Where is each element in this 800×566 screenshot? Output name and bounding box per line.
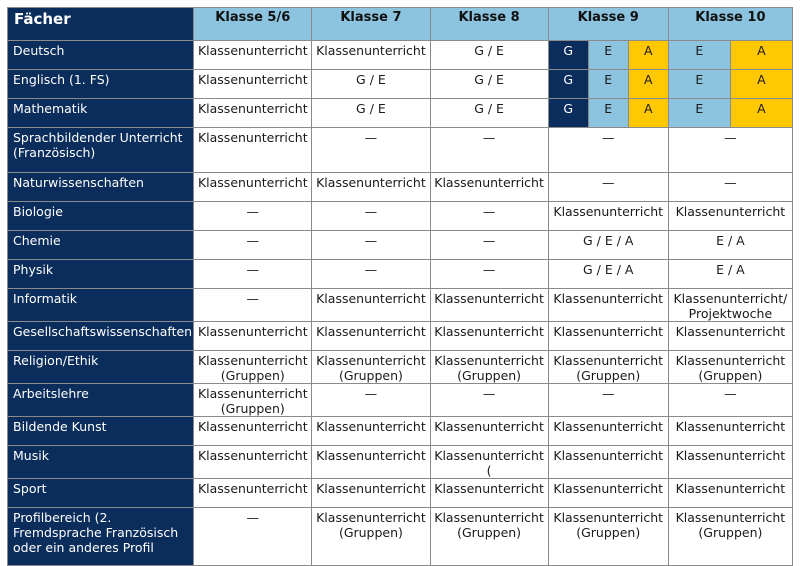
cell-klasse-9 [548,417,668,446]
cell-text: — [482,262,496,277]
subjects-header: Fächer [8,8,194,41]
table-row [8,384,793,417]
cell-text: Klassenunterricht [316,175,426,190]
cell-klasse-5-6 [194,289,312,322]
cell-klasse-9 [548,384,668,417]
cell-klasse-5-6 [194,260,312,289]
level-cell-klasse-10 [730,41,792,70]
cell-text: G / E [474,101,504,116]
cell-text: Klassenunterricht [316,324,426,339]
cell-klasse-8 [430,289,548,322]
cell-text: — [246,204,260,219]
cell-text: Klassenunterricht (Gruppen) [434,353,544,383]
cell-klasse-5-6 [194,351,312,384]
cell-text: Klassenunterricht (Gruppen) [675,510,786,540]
subject-cell [8,173,194,202]
table-row [8,128,793,173]
cell-klasse-10 [668,173,792,202]
cell-klasse-5-6 [194,173,312,202]
table-row [8,231,793,260]
cell-klasse-10 [668,322,792,351]
cell-text: G [563,101,573,116]
cell-text: E / A [716,262,745,277]
cell-text: Klassenunterricht [434,324,544,339]
subject-cell [8,508,194,566]
cell-text: Klassenunterricht (Gruppen) [316,353,426,383]
cell-text: — [601,130,615,145]
cell-text: Klassenunterricht [316,419,426,434]
cell-klasse-5-6 [194,479,312,508]
cell-text: E [604,101,613,116]
subject-label: Mathematik [13,101,88,116]
cell-text: A [757,43,766,58]
cell-klasse-10 [668,446,792,479]
cell-klasse-10 [668,384,792,417]
subject-label: Musik [13,448,49,463]
subject-label: Englisch (1. FS) [13,72,110,87]
level-cell-klasse-9 [588,41,628,70]
cell-klasse-7 [312,289,430,322]
cell-text: — [724,386,737,401]
cell-text: G / E [474,72,504,87]
cell-klasse-10 [668,202,792,231]
table-row [8,41,793,70]
grade-header-9: Klasse 9 [548,8,668,41]
level-cell-klasse-9 [548,41,588,70]
cell-klasse-7 [312,479,430,508]
cell-klasse-7 [312,231,430,260]
subject-label: Informatik [13,291,78,306]
cell-klasse-8 [430,508,548,566]
grade-header-7: Klasse 7 [312,8,430,41]
cell-text: Klassenunterricht [316,291,426,306]
cell-text: — [482,204,496,219]
table-row [8,417,793,446]
subject-label: Gesellschaftswissenschaften [13,324,193,339]
cell-text: Klassenunterricht ( [434,448,544,478]
level-cell-klasse-10 [668,41,730,70]
subject-cell [8,70,194,99]
subject-label: Physik [13,262,54,277]
cell-text: G / E [356,72,386,87]
cell-klasse-7 [312,70,430,99]
level-cell-klasse-9 [628,70,668,99]
subject-label: Deutsch [13,43,65,58]
cell-klasse-7 [312,384,430,417]
cell-klasse-5-6 [194,99,312,128]
cell-text: G / E / A [582,262,634,277]
cell-text: — [364,233,378,248]
cell-text: A [757,101,766,116]
cell-text: — [601,386,615,401]
level-cell-klasse-9 [588,99,628,128]
subject-label: Chemie [13,233,61,248]
table-row [8,99,793,128]
cell-klasse-10 [668,260,792,289]
cell-klasse-10 [668,479,792,508]
cell-text: Klassenunterricht [553,324,664,339]
level-cell-klasse-10 [730,70,792,99]
subject-cell [8,260,194,289]
table-row [8,173,793,202]
cell-text: E [695,101,704,116]
cell-klasse-9 [548,508,668,566]
subject-cell [8,351,194,384]
cell-klasse-10 [668,417,792,446]
cell-klasse-10 [668,231,792,260]
cell-klasse-5-6 [194,41,312,70]
subject-label: Profilbereich (2. Fremdsprache Französisch oder ein anderes Profil [13,510,179,555]
cell-text: Klassenunterricht (Gruppen) [197,386,308,416]
cell-text: Klassenunterricht [675,204,786,219]
cell-klasse-9 [548,289,668,322]
table-row [8,202,793,231]
cell-text: E [604,72,613,87]
cell-klasse-7 [312,173,430,202]
cell-text: Klassenunterricht [197,72,308,87]
cell-klasse-8 [430,99,548,128]
subject-label: Biologie [13,204,63,219]
subject-cell [8,446,194,479]
subject-label: Sprachbildender Unterricht (Französisch) [13,130,183,160]
cell-klasse-5-6 [194,417,312,446]
table-row [8,322,793,351]
level-cell-klasse-10 [730,99,792,128]
table-row [8,479,793,508]
table-row [8,446,793,479]
cell-text: Klassenunterricht [434,481,544,496]
subject-label: Arbeitslehre [13,386,89,401]
cell-klasse-7 [312,202,430,231]
level-cell-klasse-10 [668,99,730,128]
subject-label: Naturwissenschaften [13,175,144,190]
cell-text: — [482,130,496,145]
cell-text: G / E [356,101,386,116]
cell-text: A [757,72,766,87]
subject-cell [8,289,194,322]
cell-klasse-9 [548,128,668,173]
level-cell-klasse-9 [628,99,668,128]
table-row [8,260,793,289]
grade-header-8: Klasse 8 [430,8,548,41]
subject-cell [8,99,194,128]
cell-text: Klassenunterricht (Gruppen) [316,510,426,540]
cell-klasse-8 [430,479,548,508]
cell-text: — [724,130,737,145]
cell-text: Klassenunterricht [675,419,786,434]
cell-klasse-8 [430,41,548,70]
cell-text: Klassenunterricht [434,175,544,190]
cell-text: G / E [474,43,504,58]
table-row [8,289,793,322]
cell-text: — [482,386,496,401]
cell-klasse-8 [430,128,548,173]
cell-text: Klassenunterricht (Gruppen) [675,353,786,383]
subject-cell [8,41,194,70]
cell-text: E [604,43,613,58]
cell-text: Klassenunterricht (Gruppen) [553,510,664,540]
cell-klasse-8 [430,202,548,231]
subject-cell [8,322,194,351]
cell-klasse-9 [548,202,668,231]
cell-text: Klassenunterricht [434,419,544,434]
cell-text: Klassenunterricht [675,448,786,463]
grade-header-5-6: Klasse 5/6 [194,8,312,41]
cell-text: E [695,43,704,58]
subject-cell [8,128,194,173]
cell-text: G [563,72,573,87]
cell-klasse-7 [312,508,430,566]
cell-klasse-5-6 [194,446,312,479]
cell-klasse-7 [312,446,430,479]
cell-text: — [601,175,615,190]
cell-klasse-10 [668,289,792,322]
cell-klasse-5-6 [194,202,312,231]
cell-text: Klassenunterricht [675,481,786,496]
level-cell-klasse-9 [588,70,628,99]
cell-text: Klassenunterricht (Gruppen) [434,510,544,540]
grade-header-10: Klasse 10 [668,8,792,41]
cell-text: — [364,262,378,277]
cell-klasse-7 [312,128,430,173]
cell-text: — [246,291,260,306]
cell-klasse-8 [430,384,548,417]
cell-text: Klassenunterricht [675,324,786,339]
cell-text: E [695,72,704,87]
table-row [8,351,793,384]
cell-klasse-7 [312,322,430,351]
cell-text: Klassenunterricht (Gruppen) [197,353,308,383]
cell-text: Klassenunterricht [197,448,308,463]
cell-klasse-8 [430,351,548,384]
cell-text: — [724,175,737,190]
cell-text: Klassenunterricht [316,481,426,496]
cell-klasse-9 [548,173,668,202]
cell-text: A [643,43,653,58]
cell-text: Klassenunterricht/ Projektwoche [673,291,788,321]
cell-klasse-9 [548,322,668,351]
cell-klasse-8 [430,322,548,351]
level-cell-klasse-10 [668,70,730,99]
table-row [8,508,793,566]
level-cell-klasse-9 [628,41,668,70]
cell-text: Klassenunterricht [553,291,664,306]
cell-klasse-5-6 [194,128,312,173]
header-row [8,8,793,41]
cell-text: A [643,72,653,87]
subject-plan-table [7,7,793,566]
cell-klasse-8 [430,260,548,289]
cell-klasse-5-6 [194,384,312,417]
cell-text: — [246,233,260,248]
cell-klasse-9 [548,479,668,508]
cell-text: Klassenunterricht [553,419,664,434]
cell-text: E / A [716,233,745,248]
cell-text: G / E / A [582,233,634,248]
cell-klasse-8 [430,231,548,260]
cell-text: Klassenunterricht [197,324,308,339]
cell-text: — [364,204,378,219]
cell-klasse-9 [548,446,668,479]
subject-label: Religion/Ethik [13,353,99,368]
cell-klasse-5-6 [194,508,312,566]
cell-text: Klassenunterricht [553,204,664,219]
cell-klasse-5-6 [194,70,312,99]
cell-text: A [643,101,653,116]
subject-cell [8,417,194,446]
cell-text: Klassenunterricht [197,43,308,58]
cell-text: Klassenunterricht [553,481,664,496]
cell-text: — [482,233,496,248]
cell-text: — [364,386,378,401]
cell-klasse-8 [430,417,548,446]
subject-label: Bildende Kunst [13,419,107,434]
table-row [8,70,793,99]
cell-klasse-10 [668,351,792,384]
cell-klasse-8 [430,173,548,202]
cell-text: — [246,262,260,277]
subject-cell [8,479,194,508]
cell-klasse-5-6 [194,322,312,351]
subject-label: Sport [13,481,47,496]
cell-klasse-7 [312,99,430,128]
cell-text: Klassenunterricht [316,43,426,58]
subject-cell [8,231,194,260]
cell-text: Klassenunterricht [197,419,308,434]
cell-text: Klassenunterricht [197,130,308,145]
cell-text: — [246,510,260,525]
subject-cell [8,202,194,231]
cell-text: Klassenunterricht (Gruppen) [553,353,664,383]
cell-text: Klassenunterricht [197,175,308,190]
level-cell-klasse-9 [548,70,588,99]
cell-klasse-7 [312,351,430,384]
cell-klasse-8 [430,446,548,479]
cell-klasse-9 [548,260,668,289]
cell-klasse-7 [312,417,430,446]
cell-klasse-9 [548,351,668,384]
cell-text: — [364,130,378,145]
cell-klasse-10 [668,508,792,566]
cell-text: Klassenunterricht [197,101,308,116]
cell-klasse-7 [312,260,430,289]
level-cell-klasse-9 [548,99,588,128]
cell-klasse-5-6 [194,231,312,260]
subject-cell [8,384,194,417]
cell-klasse-7 [312,41,430,70]
cell-text: G [563,43,573,58]
cell-text: Klassenunterricht [316,448,426,463]
cell-text: Klassenunterricht [434,291,544,306]
cell-klasse-10 [668,128,792,173]
cell-text: Klassenunterricht [197,481,308,496]
cell-klasse-8 [430,70,548,99]
cell-text: Klassenunterricht [553,448,664,463]
cell-klasse-9 [548,231,668,260]
